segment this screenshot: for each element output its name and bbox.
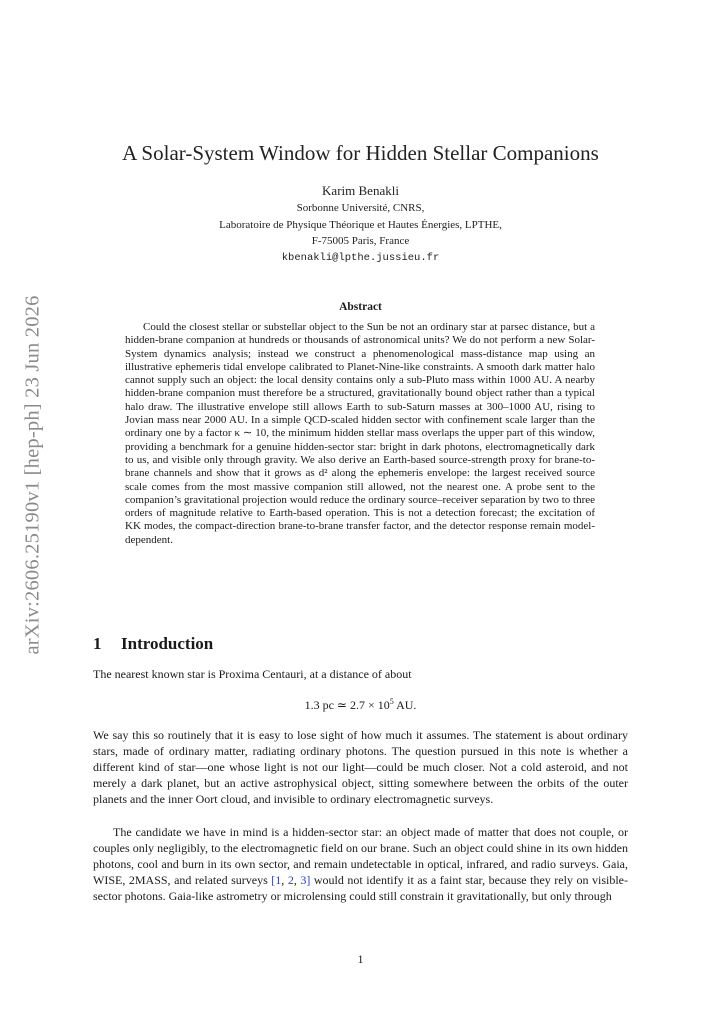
section-number: 1 <box>93 634 102 653</box>
arxiv-stamp <box>18 285 48 665</box>
author-name: Karim Benakli <box>322 183 399 198</box>
arxiv-stamp-text: arXiv:2606.25190v1 [hep-ph] 23 Jun 2026 <box>21 295 44 655</box>
affiliation-line: Laboratoire de Physique Théorique et Hautes Énergies, LPTHE, <box>219 218 502 231</box>
citation-separator: , <box>281 872 288 887</box>
author-block <box>0 182 721 266</box>
paragraph-text: The candidate we have in mind is a hidden-sector star: an object made of matter that does not couple, or couples only negligibly, to the electromagnetic field on our brane. Such an object could shine in its own hidden photons, cool and burn in its own sector, and remain undetectable in optical, infrared, and radio surveys. Gaia, WISE, 2MASS, and related surveys <box>93 825 628 887</box>
citation-link[interactable]: 3 <box>300 872 307 887</box>
affiliation-line: Sorbonne Université, CNRS, <box>296 202 425 214</box>
body-paragraph <box>93 825 628 905</box>
page-number: 1 <box>357 952 364 966</box>
paper-title: A Solar-System Window for Hidden Stellar Companions <box>122 141 599 165</box>
body-paragraph: We say this so routinely that it is easy to lose sight of how much it assumes. The statement is about ordinary stars, made of ordinary matter, radiating ordinary photons. The question pursued in this note is whether a different kind of star—one whose light is not our light—could be much closer. Not a cold asteroid, and not merely a dark planet, but an active astrophysical object, sitting somewhere between the orbits of the outer planets and the inner Oort cloud, and invisible to ordinary electromagnetic surveys. <box>93 728 628 806</box>
abstract-body: Could the closest stellar or substellar object to the Sun be not an ordinary star at parsec distance, but a hidden-brane companion at hundreds or thousands of astronomical units? We do not perform a new Solar-System dynamics analysis; instead we construct a phenomenological mass-distance map using an illustrative ephemeris tidal envelope calibrated to Planet-Nine-like constraints. A smooth dark matter halo cannot supply such an object: the local density contains only a sub-Pluto mass within 1000 AU. A nearby hidden-brane companion must therefore be a structured, gravitationally bound object rather than a typical halo draw. The illustrative envelope still allows Earth to sub-Saturn masses at 300–1000 AU, rising to Jovian mass near 2000 AU. In a simple QCD-scaled hidden sector with confinement scale larger than the ordinary one by a factor κ ∼ 10, the minimum hidden stellar mass overlaps the upper part of this window, providing a benchmark for a genuine hidden-sector star: bright in dark photons, electromagnetically dark to us, and visible only through gravity. We also derive an Earth-based source-strength proxy for brane-to-brane channels and show that it grows as d² along the ephemeris envelope: the largest received source scale comes from the most massive companion still allowed, not the nearest one. A probe sent to the companion’s gravitational projection would reduce the ordinary source–receiver separation by two to three orders of magnitude relative to Earth-based operation. This is not a detection forecast; the excitation of KK modes, the compact-direction brane-to-brane transfer factor, and the detector response remain model-dependent. <box>125 321 595 546</box>
intro-paragraph: The nearest known star is Proxima Centauri, at a distance of about <box>93 667 412 681</box>
citation-link[interactable]: 1 <box>275 872 282 887</box>
citation-bracket: [ <box>271 872 276 887</box>
citation-separator: , <box>293 872 301 887</box>
equation-right: AU. <box>393 698 417 712</box>
equation-exponent: 5 <box>389 697 394 706</box>
author-email[interactable]: kbenakli@lpthe.jussieu.fr <box>281 251 440 264</box>
section-title: Introduction <box>121 634 214 653</box>
section-heading <box>93 634 213 654</box>
abstract-heading: Abstract <box>339 301 382 313</box>
paragraph-text: would not identify it as a faint star, because they rely on visible-sector photons. Gaia-like astrometry or microlensing could still constrain it gravitationally, but only through <box>93 872 629 903</box>
affiliation-line: F-75005 Paris, France <box>311 235 410 247</box>
distance-equation <box>0 697 721 713</box>
citation-link[interactable]: 2 <box>287 872 294 887</box>
equation-left: 1.3 pc ≃ 2.7 × 10 <box>304 698 390 712</box>
citation-bracket: ] <box>306 872 311 887</box>
